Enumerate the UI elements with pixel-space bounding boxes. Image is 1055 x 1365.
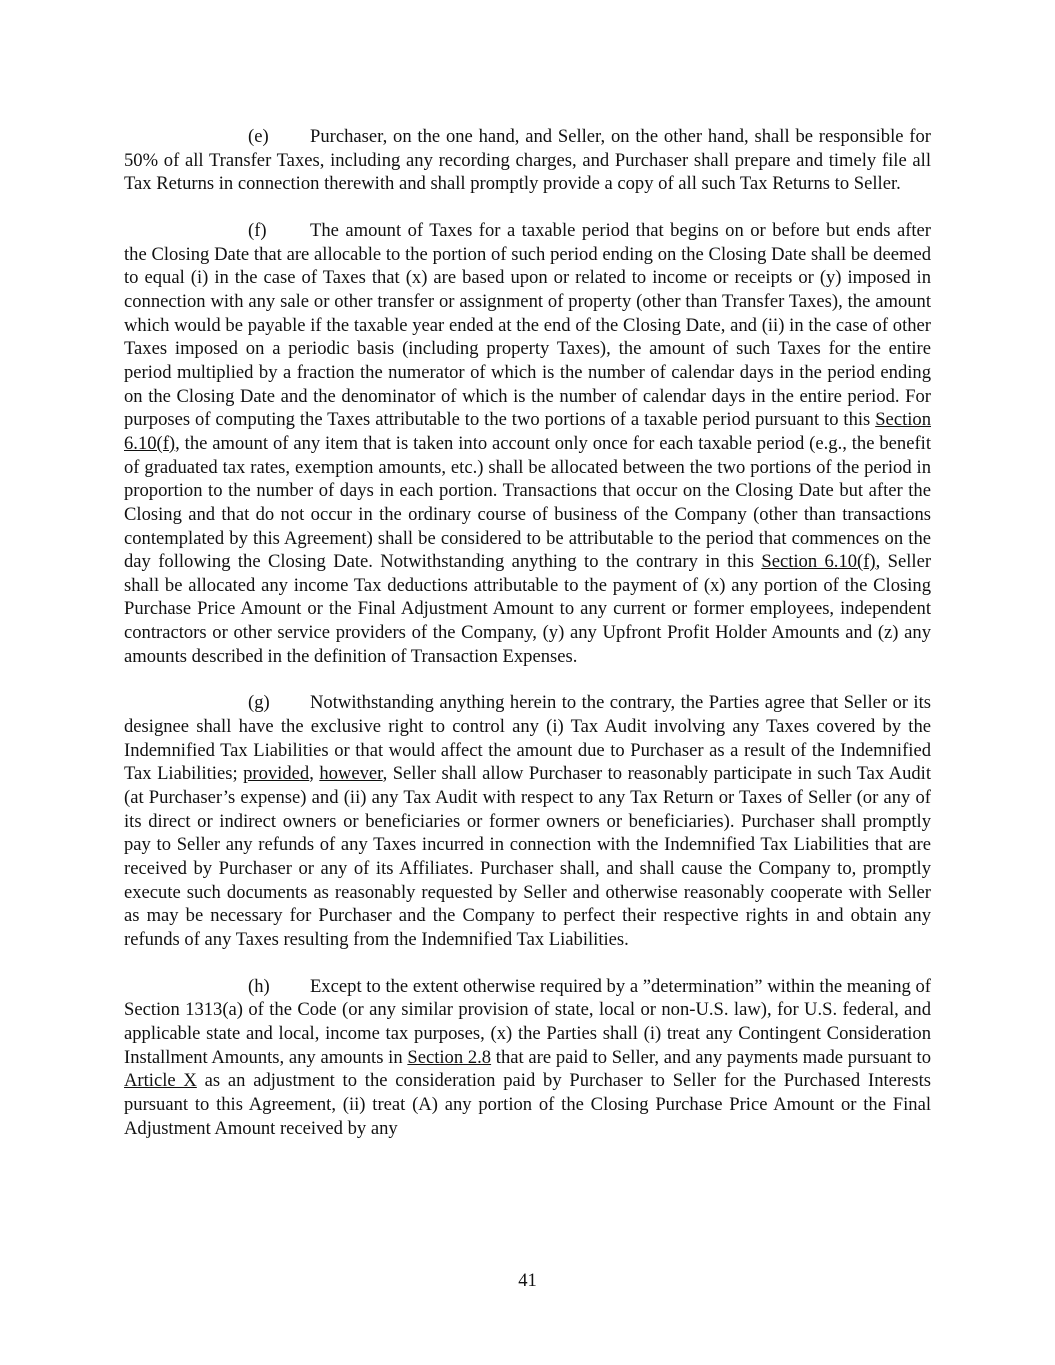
paragraph-label: (h) [248,975,270,997]
paragraph-text: as an adjustment to the consideration paid by Purchaser to Seller for the Purchased Interests pursuant to this Agreement, (ii) treat (A) any portion of the Closing Purchase Price Amount or the Final Adjustment Amount received by any [124,1070,931,1139]
paragraph-text: Purchaser, on the one hand, and Seller, on the other hand, shall be responsible for 50% of all Transfer Taxes, including any recording charges, and Purchaser shall prepare and timely file all Tax Returns in connection therewith and shall promptly provide a copy of all such Tax Returns to Seller. [124,126,931,195]
paragraph-g [124,691,931,951]
page-number: 41 [518,1270,537,1291]
paragraph-text: Except to the extent otherwise required by a ”determination” within the meaning of Section 1313(a) of the Code (or any similar provision of state, local or non-U.S. law), for U.S. federal, and applicable state and local, income tax purposes, (x) the Parties shall (i) treat any Contingent Consideration Installment Amounts, any amounts in [124,975,931,1068]
paragraph-text: Notwithstanding anything herein to the contrary, the Parties agree that Seller or its designee shall have the exclusive right to control any (i) Tax Audit involving any Taxes covered by the Indemnified Tax Liabilities or that would affect the amount due to Purchaser as a result of the Indemnified Tax Liabilities; [124,692,931,785]
section-reference: Section 2.8 [407,1046,492,1068]
paragraph-text: , Seller shall be allocated any income Tax deductions attributable to the payment of (x) any portion of the Closing Purchase Price Amount or the Final Adjustment Amount to any current or former employees, independent contractors or other service providers of the Company, (y) any Upfront Profit Holder Amounts and (z) any amounts described in the definition of Transaction Expenses. [124,551,932,667]
article-reference: Article X [124,1070,197,1092]
paragraph-f [124,219,931,668]
paragraph-text: , [309,763,320,785]
paragraph-e [124,125,931,196]
section-reference: Section 6.10(f) [761,551,876,573]
section-reference: Section 6.10(f) [124,409,931,454]
emphasis-however: however [319,763,383,785]
paragraph-h [124,975,931,1141]
paragraph-text: that are paid to Seller, and any payments made pursuant to [491,1046,931,1068]
paragraph-text: , the amount of any item that is taken into account only once for each taxable period (e.g., the benefit of graduated tax rates, exemption amounts, etc.) shall be allocated between the two portions of the period in proportion to the number of days in each portion. Transactions that occur on the Closing Date but after the Closing and that do not occur in the ordinary course of business of the Company (other than transactions contemplated by this Agreement) shall be considered to be attributable to the period that commences on the day following the Closing Date. Notwithstanding anything to the contrary in this [124,432,931,573]
paragraph-label: (f) [248,219,267,241]
paragraph-text: The amount of Taxes for a taxable period that begins on or before but ends after the Closing Date that are allocable to the portion of such period ending on the Closing Date shall be deemed to equal (i) in the case of Taxes that (x) are based upon or related to income or receipts or (y) imposed in connection with any sale or other transfer or assignment of property (other than Transfer Taxes), the amount which would be payable if the taxable year ended at the end of the Closing Date, and (ii) in the case of other Taxes imposed on a periodic basis (including property Taxes), the amount of such Taxes for the entire period multiplied by a fraction the numerator of which is the number of calendar days in the period ending on the Closing Date and the denominator of which is the number of calendar days in the entire period. For purposes of computing the Taxes attributable to the two portions of a taxable period pursuant to this [124,219,931,431]
paragraph-label: (e) [248,126,269,147]
paragraph-label: (g) [248,692,270,714]
paragraph-text: , Seller shall allow Purchaser to reasonably participate in such Tax Audit (at Purchaser’s expense) and (ii) any Tax Audit with respect to any Tax Return or Taxes of Seller (or any of its direct or indirect owners or beneficiaries or former owners or beneficiaries). Purchaser shall promptly pay to Seller any refunds of any Taxes incurred in connection with the Indemnified Tax Liabilities that are received by Purchaser or any of its Affiliates. Purchaser shall, and shall cause the Company to, promptly execute such documents as reasonably requested by Seller and otherwise reasonably cooperate with Seller as may be necessary for Purchaser and the Company to perfect their respective rights in and obtain any refunds of any Taxes resulting from the Indemnified Tax Liabilities. [124,763,932,950]
document-page [124,125,931,1163]
emphasis-provided: provided [243,763,310,785]
